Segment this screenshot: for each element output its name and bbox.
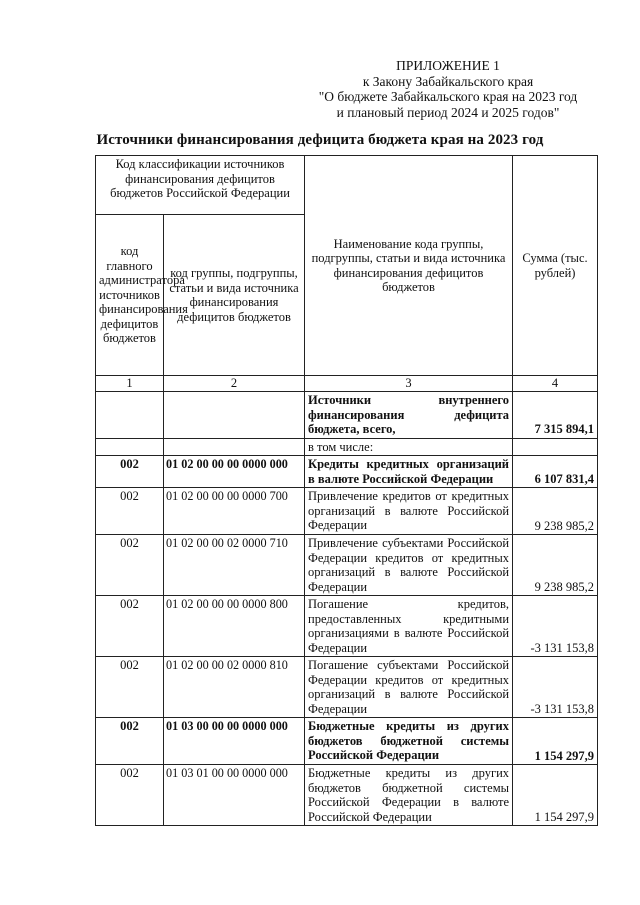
source-name: Бюджетные кредиты из других бюджетов бюджетной системы Российской Федерации в валюте Российской Федерации (305, 765, 513, 826)
admin-code: 002 (96, 765, 164, 826)
page-title: Источники финансирования дефицита бюджета края на 2023 год (96, 132, 544, 148)
source-name: Привлечение субъектами Российской Федерации кредитов от кредитных организаций в валюте Российской Федерации (305, 535, 513, 596)
header-name: Наименование кода группы, подгруппы, статьи и вида источника финансирования дефицитов бюджетов (305, 156, 513, 376)
appendix-law-title-2: и плановый период 2024 и 2025 годов" (336, 104, 560, 120)
column-number: 2 (164, 376, 305, 392)
source-code: 01 02 00 00 02 0000 810 (164, 657, 305, 718)
sum-value: -3 131 153,8 (513, 657, 598, 718)
source-name: в том числе: (305, 438, 513, 456)
sum-value: 9 238 985,2 (513, 488, 598, 535)
source-code: 01 02 00 00 00 0000 000 (164, 456, 305, 488)
sum-value (513, 438, 598, 456)
table-row-including (96, 438, 598, 456)
table-row (96, 488, 598, 535)
admin-code: 002 (96, 718, 164, 765)
table-row (96, 765, 598, 826)
column-number: 1 (96, 376, 164, 392)
sum-value: 6 107 831,4 (513, 456, 598, 488)
admin-code: 002 (96, 456, 164, 488)
table-row (96, 718, 598, 765)
sum-value: 1 154 297,9 (513, 718, 598, 765)
table-row (96, 657, 598, 718)
source-name: Привлечение кредитов от кредитных организаций в валюте Российской Федерации (305, 488, 513, 535)
appendix-caption (300, 58, 596, 120)
sum-value: 9 238 985,2 (513, 535, 598, 596)
sum-value: 1 154 297,9 (513, 765, 598, 826)
admin-code (96, 438, 164, 456)
admin-code: 002 (96, 488, 164, 535)
admin-code (96, 392, 164, 439)
column-number: 4 (513, 376, 598, 392)
source-name: Кредиты кредитных организаций в валюте Российской Федерации (305, 456, 513, 488)
source-code (164, 392, 305, 439)
source-name: Погашение субъектами Российской Федерации кредитов от кредитных организаций в валюте Российской Федерации (305, 657, 513, 718)
source-name: Погашение кредитов, предоставленных кредитными организациями в валюте Российской Федерации (305, 596, 513, 657)
source-code: 01 03 00 00 00 0000 000 (164, 718, 305, 765)
admin-code: 002 (96, 596, 164, 657)
header-sum: Сумма (тыс. рублей) (513, 156, 598, 376)
source-code: 01 03 01 00 00 0000 000 (164, 765, 305, 826)
source-code: 01 02 00 00 00 0000 700 (164, 488, 305, 535)
source-code: 01 02 00 00 02 0000 710 (164, 535, 305, 596)
source-name: Бюджетные кредиты из других бюджетов бюджетной системы Российской Федерации (305, 718, 513, 765)
appendix-law-title-1: "О бюджете Забайкальского края на 2023 год (318, 89, 578, 104)
source-code (164, 438, 305, 456)
table-row (96, 456, 598, 488)
header-source-code: код группы, подгруппы, статьи и вида источника финансирования дефицитов бюджетов (164, 215, 305, 376)
header-classification-group: Код классификации источников финансирования дефицитов бюджетов Российской Федерации (96, 156, 305, 215)
admin-code: 002 (96, 535, 164, 596)
financing-sources-table (95, 155, 598, 826)
table-row (96, 535, 598, 596)
appendix-law-ref: к Закону Забайкальского края (362, 73, 534, 89)
source-code: 01 02 00 00 00 0000 800 (164, 596, 305, 657)
appendix-number: ПРИЛОЖЕНИЕ 1 (396, 58, 500, 73)
admin-code: 002 (96, 657, 164, 718)
column-number: 3 (305, 376, 513, 392)
source-name: Источники внутреннего финансирования дефицита бюджета, всего, (305, 392, 513, 439)
table-row-total (96, 392, 598, 439)
header-admin-code: код главного администратора источников финансирования дефицитов бюджетов (96, 215, 164, 376)
sum-value: -3 131 153,8 (513, 596, 598, 657)
sum-value: 7 315 894,1 (513, 392, 598, 439)
column-number-row (96, 376, 598, 392)
table-row (96, 596, 598, 657)
